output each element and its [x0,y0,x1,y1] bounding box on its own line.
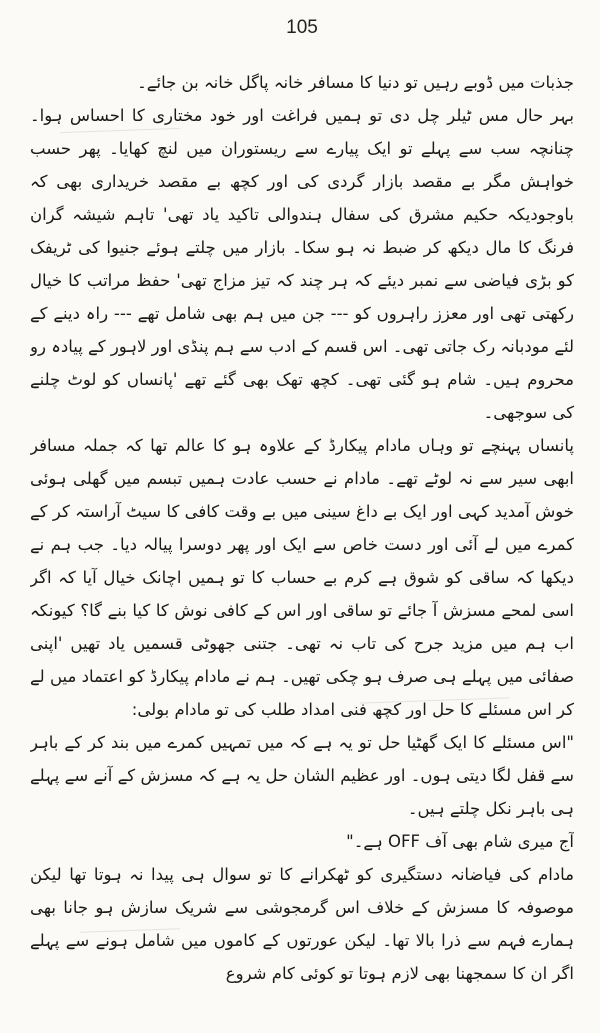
quote-line-1: "اس مسئلے کا ایک گھٹیا حل تو یہ ہے کہ میں تمہیں کمرے میں بند کر کے باہر سے قفل لگا دیتی ہوں۔ اور عظیم الشان حل یہ ہے کہ مسزش کے آنے سے پہلے ہی باہر نکل چلتے ہیں۔ [30,733,574,818]
paragraph-3: پانساں پہنچے تو وہاں مادام پیکارڈ کے علاوہ ہو کا عالم تھا کہ جملہ مسافر ابھی سیر سے نہ لوٹے تھے۔ مادام نے حسب عادت ہمیں تبسم میں گھلی ہوئی خوش آمدید کہی اور ایک بے داغ سینی میں بے وقت کافی کا سیٹ آراستہ کر کے کمرے میں لے آئی اور دست خاص سے ایک اور پھر دوسرا پیالہ دیا۔ جب ہم نے دیکھا کہ ساقی کو شوق ہے کرم بے حساب کا تو ہمیں اچانک خیال آیا کہ اگر اسی لمحے مسزش آ جائے تو ساقی اور اس کے کافی نوش کا کیا بنے گا؟ کیونکہ اب ہم میں مزید جرح کی تاب نہ تھی۔ جتنی جھوٹی قسمیں یاد تھیں 'اپنی صفائی میں پہلے ہی صرف ہو چکی تھیں۔ ہم نے مادام پیکارڈ کو اعتماد میں لے کر اس مسئلے کا حل اور کچھ فنی امداد طلب کی تو مادام بولی: [30,436,574,719]
quote-line-2: آج میری شام بھی آف OFF ہے۔" [346,832,574,851]
page-body [30,66,574,1026]
paragraph-2: بہر حال مس ٹیلر چل دی تو ہمیں فراغت اور خود مختاری کا احساس ہوا۔ چنانچہ سب سے پہلے تو ایک پیارے سے ریستوران میں لنچ کھایا۔ پھر حسب خواہش مگر بے مقصد بازار گردی کی اور کچھ بے مقصد خریداری بھی کہ باوجودیکہ حکیم مشرق کی سفال ہندوالی تاکید یاد تھی' تاہم شیشہ گران فرنگ کا مال دیکھ کر ضبط نہ ہو سکا۔ بازار میں چلتے ہوئے جنیوا کی ٹریفک کو بڑی فیاضی سے نمبر دیئے کہ ہر چند کہ تیز مزاج تھی' حفظ مراتب کا خیال رکھتی تھی اور معزز راہروں کو --- جن میں ہم بھی شامل تھے --- راہ دینے کے لئے مودبانہ رک جاتی تھی۔ اس قسم کے ادب سے ہم پنڈی اور لاہور کے پیادہ رو محروم ہیں۔ شام ہو گئی تھی۔ کچھ تھک بھی گئے تھے 'پانساں کو لوٹ چلنے کی سوجھی۔ [30,106,574,422]
page-number: 105 [286,17,318,38]
paragraph-1: جذبات میں ڈوبے رہیں تو دنیا کا مسافر خانہ پاگل خانہ بن جائے۔ [137,73,574,92]
paragraph-4: مادام کی فیاضانہ دستگیری کو ٹھکرانے کا تو سوال ہی پیدا نہ ہوتا تھا لیکن موصوفہ کا مسزش کے خلاف اس گرمجوشی سے شریک سازش ہو جانا بھی ہمارے فہم سے ذرا بالا تھا۔ لیکن عورتوں کے کاموں میں شامل ہونے سے پہلے اگر ان کا سمجھنا بھی لازم ہوتا تو کوئی کام شروع [30,865,574,983]
